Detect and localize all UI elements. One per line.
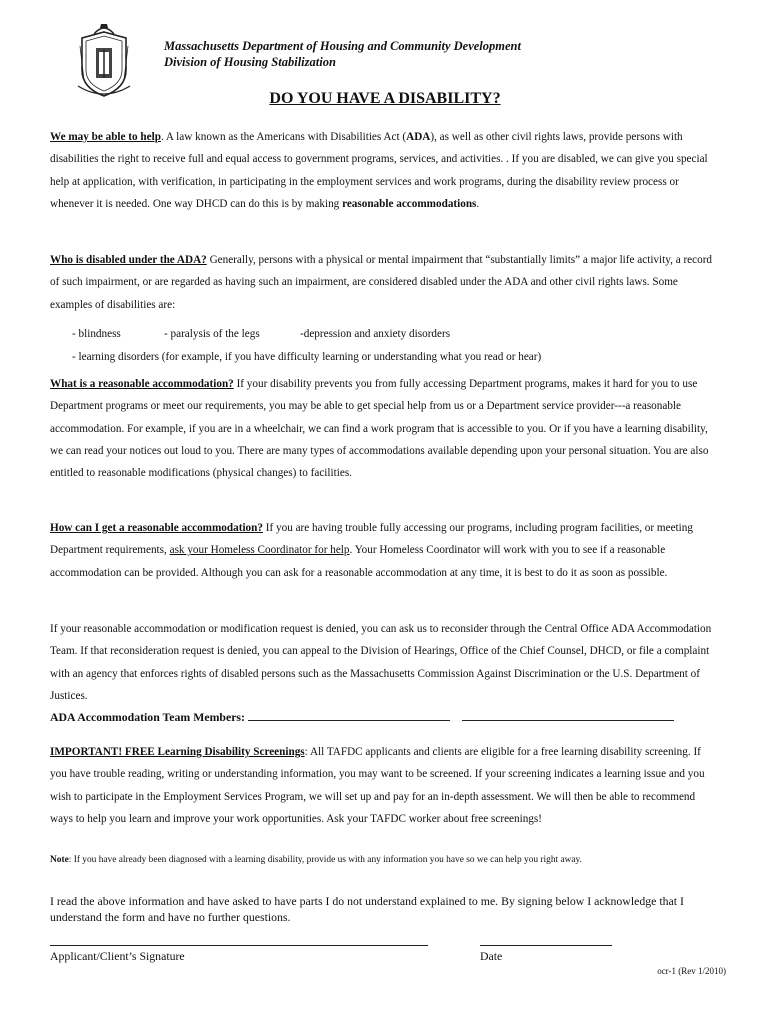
note-text: : If you have already been diagnosed with a learning disability, provide us with any information you have so we can help you right away. (68, 855, 582, 865)
ask-homeless-coordinator-link[interactable]: ask your Homeless Coordinator for help (169, 544, 350, 557)
what-accommodation-text: If your disability prevents you from fully accessing Department programs, makes it hard for you to use Department programs or meet our requirements, you may be able to get special help from us or a Department service provider---a reasonable accommodation. For example, if you are in a wheelchair, we can find a work program that is accessible to you. Or if you have a learning disability, we can read your notices out loud to you. There are many types of accommodations available depending upon your personal situation. You are also entitled to reasonable modifications (physical changes) to facilities. (50, 378, 709, 480)
how-accommodation-text-2: . Your Homeless Coordinator will work with you to see if a reasonable accommodation can be provided. Although you can ask for a reasonable accommodation at any time, it is best to do it as soon as possible. (50, 544, 668, 579)
what-accommodation-paragraph (50, 373, 718, 484)
note-label: Note (50, 855, 69, 865)
example-depression: -depression and anxiety disorders (300, 328, 451, 340)
ada-team-members-row (50, 710, 674, 725)
intro-text-2: ), as well as other civil rights laws, provide persons with disabilities the right to receive full and equal access to government programs, services, and activities. . If you are disabled, we can give you special help at application, with verification, in participating in the employment services and work programs, during the disability review process or whenever it is needed. One way DHCD can do this is by making (50, 131, 708, 210)
reasonable-accommodations-term: reasonable accommodations (342, 197, 477, 210)
ada-abbrev: ADA (406, 131, 431, 143)
important-text: : All TAFDC applicants and clients are eligible for a free learning disability screening. If you have trouble reading, writing or understanding information, you may want to be screened. If your screening indicates a learning issue and you wish to participate in the Employment Services Program, we will set up and pay for an in-depth assessment. We will then be able to recommend ways to help you learn and improve your work opportunities. Ask your TAFDC worker about free screenings! (50, 746, 705, 825)
how-accommodation-heading: How can I get a reasonable accommodation? (50, 522, 263, 534)
intro-heading: We may be able to help (50, 131, 161, 143)
team-member-line-1 (248, 710, 450, 721)
intro-end: . (476, 197, 480, 210)
important-heading: IMPORTANT! FREE Learning Disability Screenings (50, 746, 305, 758)
example-paralysis: - paralysis of the legs (164, 328, 260, 340)
division-name: Division of Housing Stabilization (164, 55, 336, 69)
note-line (50, 855, 582, 865)
example-blindness: - blindness (72, 328, 121, 340)
agency-header (164, 38, 521, 70)
denied-paragraph: If your reasonable accommodation or modification request is denied, you can ask us to reconsider through the Central Office ADA Accommodation Team. If that reconsideration request is denied, you can appeal to the Division of Hearings, Office of the Chief Counsel, DHCD, or file a complaint with an agency that enforces rights of disabled persons such as the Massachusetts Commission Against Discrimination or the U.S. Department of Justices. (50, 623, 712, 702)
date-line[interactable] (480, 945, 612, 946)
acknowledgement-text: I read the above information and have asked to have parts I do not understand explained to me. By signing below I acknowledge that I understand the form and have no further questions. (50, 894, 684, 924)
what-accommodation-heading: What is a reasonable accommodation? (50, 378, 234, 390)
how-accommodation-paragraph (50, 517, 718, 584)
who-disabled-paragraph (50, 249, 718, 316)
form-revision-id: ocr-1 (Rev 1/2010) (657, 966, 726, 976)
important-paragraph (50, 741, 718, 830)
date-label: Date (480, 949, 503, 963)
who-disabled-text: Generally, persons with a physical or mental impairment that “substantially limits” a major life activity, a record of such impairment, or are regarded as having such an impairment, are considered disabled under the ADA and other civil rights laws. Some examples of disabilities are: (50, 254, 713, 311)
signature-line[interactable] (50, 945, 428, 946)
agency-name: Massachusetts Department of Housing and Community Development (164, 39, 521, 53)
page-title: DO YOU HAVE A DISABILITY? (269, 90, 501, 107)
how-accommodation-text-1: If you are having trouble fully accessing our programs, including program facilities, or meeting Department requirements, (50, 522, 693, 557)
team-member-line-2 (462, 710, 674, 721)
signature-label: Applicant/Client’s Signature (50, 949, 185, 963)
ada-team-members-label: ADA Accommodation Team Members: (50, 710, 245, 724)
intro-text-1: . A law known as the Americans with Disabilities Act ( (160, 131, 407, 143)
massachusetts-seal-icon (74, 20, 134, 100)
example-learning-disorders: - learning disorders (for example, if you have difficulty learning or understanding what you read or hear) (72, 351, 542, 363)
disability-examples-row (72, 326, 450, 342)
intro-paragraph (50, 126, 718, 215)
who-disabled-heading: Who is disabled under the ADA? (50, 254, 207, 266)
